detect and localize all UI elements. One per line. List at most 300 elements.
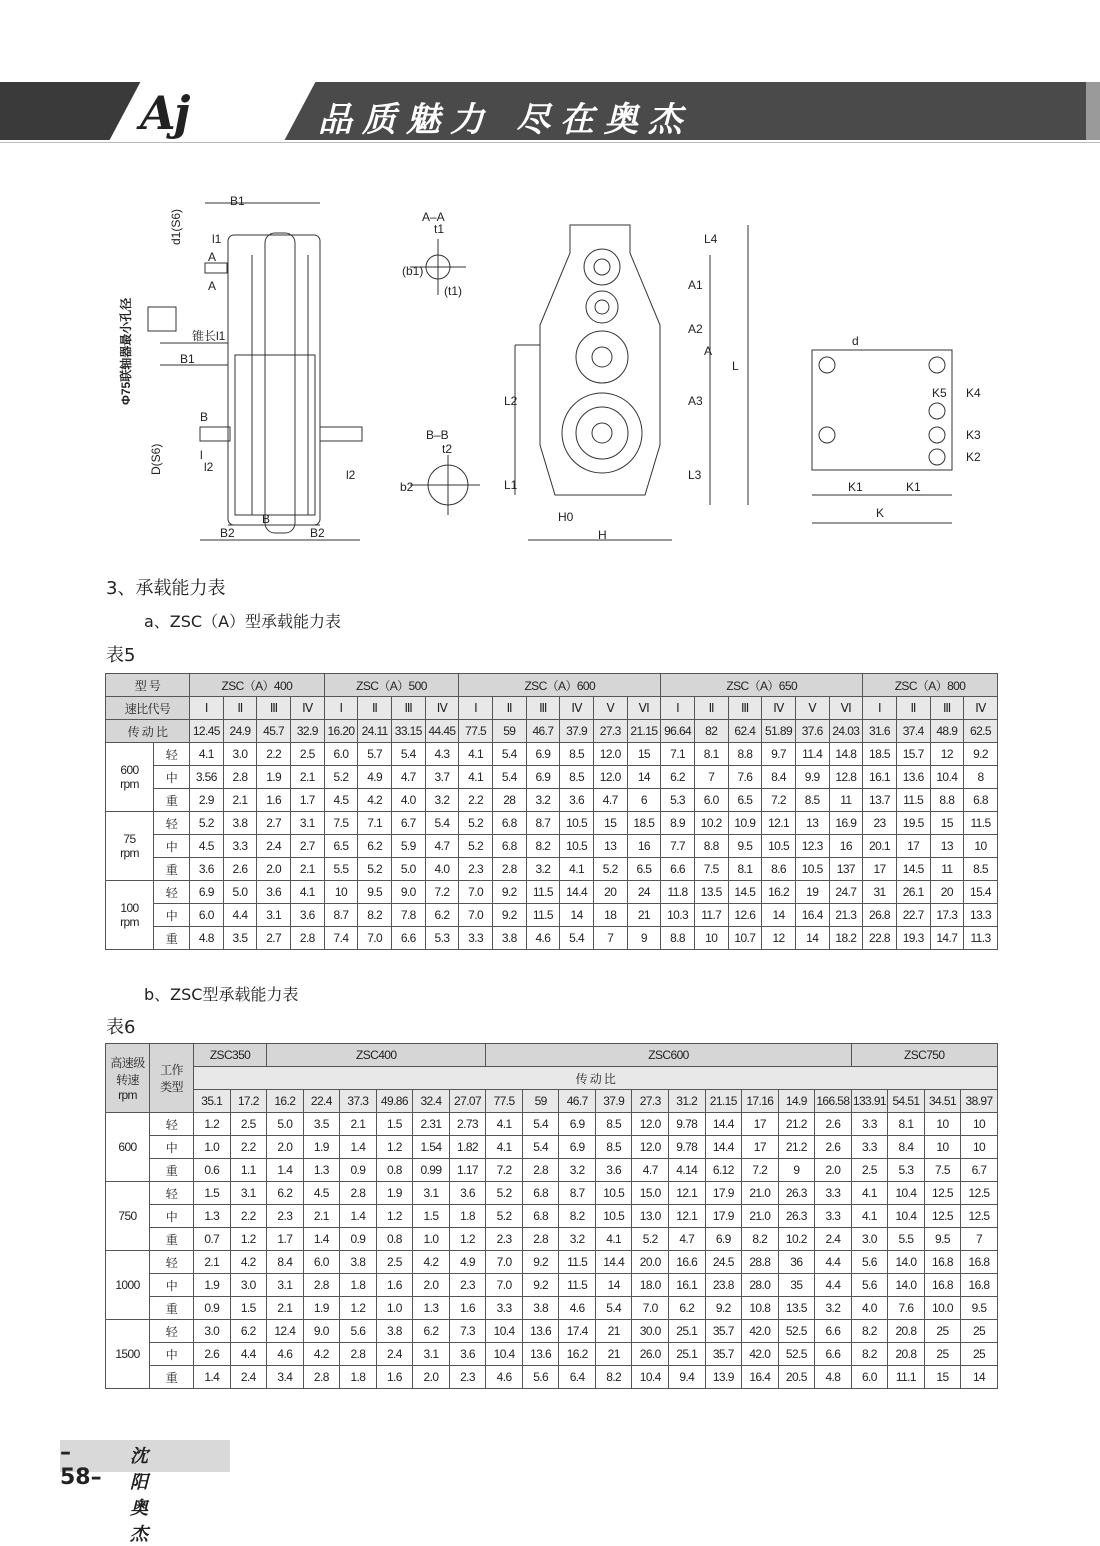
t6-value-cell: 0.9	[194, 1297, 231, 1320]
t6-value-cell: 2.4	[376, 1343, 413, 1366]
t5-ratio-cell: 24.9	[223, 720, 257, 743]
t6-value-cell: 1.9	[303, 1297, 340, 1320]
t5-code-cell: Ⅱ	[896, 697, 930, 720]
t5-value-cell: 8.8	[728, 743, 762, 766]
t5-value-cell: 2.5	[290, 743, 324, 766]
t6-value-cell: 7.0	[632, 1297, 669, 1320]
t6-value-cell: 13.6	[522, 1343, 559, 1366]
t6-value-cell: 13.9	[705, 1366, 742, 1389]
svg-text:B2: B2	[310, 526, 325, 540]
t5-value-cell: 8.4	[762, 766, 796, 789]
t6-ratio-cell: 16.2	[267, 1090, 304, 1113]
footer-company-name: 沈阳奥杰	[130, 1446, 148, 1545]
t5-value-cell: 14.7	[930, 927, 964, 950]
t5-value-cell: 6.0	[324, 743, 358, 766]
t6-value-cell: 35	[778, 1274, 815, 1297]
t5-value-cell: 14	[560, 904, 594, 927]
t5-code-label: 速比代号	[106, 697, 190, 720]
t6-value-cell: 2.3	[449, 1366, 486, 1389]
t6-ratio-cell: 37.9	[595, 1090, 632, 1113]
t6-value-cell: 42.0	[742, 1320, 779, 1343]
t6-value-cell: 4.2	[230, 1251, 267, 1274]
section-title: 3、承载能力表	[106, 578, 226, 599]
t6-value-cell: 25	[961, 1320, 998, 1343]
t6-value-cell: 4.6	[486, 1366, 523, 1389]
t6-model-header: ZSC600	[486, 1044, 851, 1067]
t6-value-cell: 1.1	[230, 1159, 267, 1182]
t6-value-cell: 7.5	[924, 1159, 961, 1182]
t6-value-cell: 26.0	[632, 1343, 669, 1366]
t6-value-cell: 4.4	[230, 1343, 267, 1366]
svg-text:B: B	[200, 410, 209, 424]
t6-value-cell: 1.5	[413, 1205, 450, 1228]
t6-value-cell: 9.0	[303, 1320, 340, 1343]
table-row	[106, 766, 998, 789]
t6-value-cell: 5.6	[851, 1251, 888, 1274]
t6-value-cell: 25.1	[669, 1343, 706, 1366]
t5-value-cell: 11.5	[896, 789, 930, 812]
t6-value-cell: 6.2	[669, 1297, 706, 1320]
t6-value-cell: 3.4	[267, 1366, 304, 1389]
t6-value-cell: 21.0	[742, 1205, 779, 1228]
t6-load-cell: 中	[150, 1136, 194, 1159]
table-row	[106, 1297, 998, 1320]
t5-value-cell: 16	[627, 835, 661, 858]
t6-value-cell: 1.4	[194, 1366, 231, 1389]
t5-ratio-cell: 59	[492, 720, 526, 743]
t6-value-cell: 12.0	[632, 1136, 669, 1159]
t5-value-cell: 6.0	[190, 904, 224, 927]
t6-value-cell: 0.7	[194, 1228, 231, 1251]
t5-ratio-cell: 62.4	[728, 720, 762, 743]
t5-value-cell: 3.1	[257, 904, 291, 927]
t6-value-cell: 16.8	[961, 1274, 998, 1297]
svg-text:A2: A2	[688, 322, 703, 336]
t6-value-cell: 4.1	[486, 1136, 523, 1159]
t5-value-cell: 6.6	[391, 927, 425, 950]
t5-value-cell: 13	[795, 812, 829, 835]
t6-value-cell: 21.2	[778, 1113, 815, 1136]
t5-value-cell: 4.5	[324, 789, 358, 812]
t6-value-cell: 17	[742, 1113, 779, 1136]
t5-code-row	[106, 697, 998, 720]
t5-value-cell: 8.7	[526, 812, 560, 835]
t6-value-cell: 10	[924, 1113, 961, 1136]
t5-value-cell: 5.2	[459, 812, 493, 835]
t5-value-cell: 7.1	[358, 812, 392, 835]
t5-value-cell: 13.3	[964, 904, 998, 927]
t5-value-cell: 13.5	[694, 881, 728, 904]
t5-value-cell: 14.4	[560, 881, 594, 904]
t6-value-cell: 0.6	[194, 1159, 231, 1182]
t5-value-cell: 10.9	[728, 812, 762, 835]
t5-value-cell: 7.0	[459, 904, 493, 927]
t5-speed-cell: 100 rpm	[106, 881, 154, 950]
t6-value-cell: 8.2	[595, 1366, 632, 1389]
t5-value-cell: 5.5	[324, 858, 358, 881]
capacity-table-5	[105, 673, 998, 950]
t5-load-cell: 中	[154, 766, 190, 789]
t6-value-cell: 12.5	[961, 1182, 998, 1205]
header-right-strip	[1086, 82, 1100, 140]
t6-value-cell: 9.2	[705, 1297, 742, 1320]
t6-value-cell: 11.5	[559, 1251, 596, 1274]
t5-value-cell: 4.1	[459, 766, 493, 789]
t6-value-cell: 8.2	[559, 1205, 596, 1228]
t5-value-cell: 4.1	[290, 881, 324, 904]
svg-text:D(S6): D(S6)	[149, 443, 163, 475]
svg-text:K1: K1	[906, 480, 921, 494]
t5-value-cell: 14.5	[896, 858, 930, 881]
table-row	[106, 1251, 998, 1274]
t5-value-cell: 8.8	[930, 789, 964, 812]
t6-value-cell: 9.2	[522, 1274, 559, 1297]
t6-load-cell: 重	[150, 1297, 194, 1320]
t5-value-cell: 7.0	[459, 881, 493, 904]
t6-value-cell: 21.0	[742, 1182, 779, 1205]
t6-value-cell: 10.4	[632, 1366, 669, 1389]
t5-value-cell: 2.1	[290, 766, 324, 789]
t5-value-cell: 11.7	[694, 904, 728, 927]
t6-value-cell: 20.8	[888, 1343, 925, 1366]
t6-value-cell: 16.6	[669, 1251, 706, 1274]
t5-value-cell: 2.7	[290, 835, 324, 858]
svg-text:L4: L4	[704, 232, 718, 246]
t5-code-cell: Ⅱ	[358, 697, 392, 720]
t5-value-cell: 10.5	[560, 812, 594, 835]
t5-value-cell: 10.7	[728, 927, 762, 950]
t5-value-cell: 7	[593, 927, 627, 950]
t6-ratio-cell: 77.5	[486, 1090, 523, 1113]
t6-ratio-cell: 35.1	[194, 1090, 231, 1113]
t6-value-cell: 10.4	[888, 1182, 925, 1205]
t6-value-cell: 18.0	[632, 1274, 669, 1297]
t5-ratio-cell: 96.64	[661, 720, 695, 743]
t6-value-cell: 4.6	[267, 1343, 304, 1366]
t6-value-cell: 8.4	[267, 1251, 304, 1274]
t6-value-cell: 6.8	[522, 1205, 559, 1228]
t6-value-cell: 4.7	[669, 1228, 706, 1251]
t5-value-cell: 2.8	[290, 927, 324, 950]
t5-code-cell: Ⅴ	[795, 697, 829, 720]
t6-value-cell: 3.8	[340, 1251, 377, 1274]
t6-value-cell: 6.2	[230, 1320, 267, 1343]
t5-value-cell: 13	[593, 835, 627, 858]
t5-value-cell: 4.0	[391, 789, 425, 812]
svg-text:A3: A3	[688, 394, 703, 408]
t6-value-cell: 3.2	[815, 1297, 852, 1320]
t5-value-cell: 5.7	[358, 743, 392, 766]
t5-value-cell: 9.0	[391, 881, 425, 904]
t6-value-cell: 9.78	[669, 1113, 706, 1136]
t6-value-cell: 9.2	[522, 1251, 559, 1274]
t6-value-cell: 9.5	[924, 1228, 961, 1251]
t5-ratio-cell: 82	[694, 720, 728, 743]
t5-value-cell: 16.2	[762, 881, 796, 904]
t5-value-cell: 22.8	[863, 927, 897, 950]
t5-value-cell: 1.6	[257, 789, 291, 812]
t6-model-header: ZSC400	[267, 1044, 486, 1067]
t5-ratio-cell: 27.3	[593, 720, 627, 743]
svg-text:l2: l2	[204, 460, 214, 474]
t6-value-cell: 7.2	[486, 1159, 523, 1182]
t5-value-cell: 4.1	[560, 858, 594, 881]
svg-text:H0: H0	[558, 510, 574, 524]
t6-value-cell: 10	[961, 1113, 998, 1136]
t5-value-cell: 19.5	[896, 812, 930, 835]
t6-value-cell: 2.31	[413, 1113, 450, 1136]
t6-value-cell: 1.54	[413, 1136, 450, 1159]
t6-value-cell: 21	[595, 1343, 632, 1366]
t5-value-cell: 137	[829, 858, 863, 881]
t6-speed-cell: 750	[106, 1182, 150, 1251]
t5-value-cell: 12	[930, 743, 964, 766]
t5-value-cell: 4.2	[358, 789, 392, 812]
t6-ratio-cell: 27.07	[449, 1090, 486, 1113]
t6-ratio-label-row	[106, 1067, 998, 1090]
t6-value-cell: 10.4	[486, 1343, 523, 1366]
svg-text:A: A	[208, 250, 217, 264]
t5-value-cell: 11.4	[795, 743, 829, 766]
t5-value-cell: 11.5	[526, 881, 560, 904]
t5-value-cell: 10.4	[930, 766, 964, 789]
t6-value-cell: 10	[924, 1136, 961, 1159]
t5-value-cell: 10.5	[795, 858, 829, 881]
svg-text:t2: t2	[442, 442, 453, 456]
t6-value-cell: 2.8	[522, 1159, 559, 1182]
t6-value-cell: 2.0	[413, 1274, 450, 1297]
t6-value-cell: 5.6	[522, 1366, 559, 1389]
t5-value-cell: 8.5	[964, 858, 998, 881]
t5-value-cell: 2.0	[257, 858, 291, 881]
t5-value-cell: 9.2	[492, 881, 526, 904]
t5-value-cell: 28	[492, 789, 526, 812]
t6-value-cell: 17.9	[705, 1182, 742, 1205]
t6-ratio-cell: 17.16	[742, 1090, 779, 1113]
t5-load-cell: 中	[154, 835, 190, 858]
t5-value-cell: 11.5	[526, 904, 560, 927]
t6-value-cell: 3.8	[376, 1320, 413, 1343]
t6-value-cell: 10.8	[742, 1297, 779, 1320]
t6-value-cell: 9.4	[669, 1366, 706, 1389]
t6-value-cell: 6.4	[559, 1366, 596, 1389]
svg-text:K2: K2	[966, 450, 981, 464]
t6-value-cell: 1.6	[376, 1274, 413, 1297]
t6-value-cell: 13.5	[778, 1297, 815, 1320]
t6-value-cell: 26.3	[778, 1182, 815, 1205]
t5-value-cell: 2.7	[257, 812, 291, 835]
t6-speed-cell: 1000	[106, 1251, 150, 1320]
t5-value-cell: 3.3	[459, 927, 493, 950]
t6-value-cell: 15	[924, 1366, 961, 1389]
t6-value-cell: 52.5	[778, 1343, 815, 1366]
t6-value-cell: 3.5	[303, 1113, 340, 1136]
t6-value-cell: 3.0	[230, 1274, 267, 1297]
page-number: –58–	[60, 1440, 102, 1490]
t5-value-cell: 12.8	[829, 766, 863, 789]
t5-value-cell: 5.2	[358, 858, 392, 881]
t6-value-cell: 12.5	[961, 1205, 998, 1228]
t6-value-cell: 8.7	[559, 1182, 596, 1205]
t6-value-cell: 10.4	[486, 1320, 523, 1343]
t5-code-cell: Ⅰ	[324, 697, 358, 720]
table-row	[106, 1182, 998, 1205]
t6-value-cell: 10.0	[924, 1297, 961, 1320]
t5-code-cell: Ⅱ	[694, 697, 728, 720]
t5-value-cell: 3.8	[492, 927, 526, 950]
t6-value-cell: 1.5	[230, 1297, 267, 1320]
t5-value-cell: 2.1	[290, 858, 324, 881]
t5-value-cell: 13.6	[896, 766, 930, 789]
t5-value-cell: 19	[795, 881, 829, 904]
t5-value-cell: 5.2	[324, 766, 358, 789]
section-bb	[410, 455, 480, 515]
t5-ratio-cell: 37.9	[560, 720, 594, 743]
t6-value-cell: 7.0	[486, 1251, 523, 1274]
svg-text:L2: L2	[504, 394, 518, 408]
t6-value-cell: 1.3	[413, 1297, 450, 1320]
t5-model-header: ZSC（A）500	[324, 674, 459, 697]
t6-value-cell: 8.1	[888, 1113, 925, 1136]
t6-value-cell: 15.0	[632, 1182, 669, 1205]
t6-value-cell: 24.5	[705, 1251, 742, 1274]
t5-value-cell: 11.3	[964, 927, 998, 950]
t6-value-cell: 3.1	[413, 1343, 450, 1366]
t5-value-cell: 21.3	[829, 904, 863, 927]
t5-value-cell: 4.7	[391, 766, 425, 789]
t6-value-cell: 6.9	[559, 1136, 596, 1159]
t6-value-cell: 3.6	[449, 1182, 486, 1205]
t6-value-cell: 3.0	[194, 1320, 231, 1343]
t6-value-cell: 7.3	[449, 1320, 486, 1343]
t5-value-cell: 18.2	[829, 927, 863, 950]
t5-value-cell: 14	[762, 904, 796, 927]
t5-speed-cell: 75 rpm	[106, 812, 154, 881]
t6-load-cell: 轻	[150, 1182, 194, 1205]
t5-value-cell: 14.5	[728, 881, 762, 904]
t6-value-cell: 6.12	[705, 1159, 742, 1182]
t6-value-cell: 2.3	[267, 1205, 304, 1228]
t6-load-cell: 重	[150, 1159, 194, 1182]
t5-load-cell: 轻	[154, 881, 190, 904]
svg-text:(b1): (b1)	[402, 264, 424, 278]
t6-value-cell: 4.14	[669, 1159, 706, 1182]
t5-value-cell: 6.5	[627, 858, 661, 881]
t6-ratio-label: 传 动 比	[194, 1067, 998, 1090]
t6-value-cell: 1.6	[376, 1366, 413, 1389]
t5-value-cell: 3.6	[290, 904, 324, 927]
t6-ratio-cell: 27.3	[632, 1090, 669, 1113]
t5-value-cell: 8.5	[560, 766, 594, 789]
t6-value-cell: 1.5	[376, 1113, 413, 1136]
t5-value-cell: 5.4	[492, 743, 526, 766]
svg-text:A: A	[208, 279, 217, 293]
t5-value-cell: 8.6	[762, 858, 796, 881]
t6-value-cell: 2.5	[376, 1251, 413, 1274]
svg-text:B1: B1	[180, 352, 195, 366]
svg-text:B–B: B–B	[426, 428, 449, 442]
t5-value-cell: 2.1	[223, 789, 257, 812]
t5-value-cell: 7.2	[762, 789, 796, 812]
t6-value-cell: 10.5	[595, 1182, 632, 1205]
t5-value-cell: 3.2	[425, 789, 459, 812]
front-view	[515, 225, 748, 540]
t6-value-cell: 2.4	[815, 1228, 852, 1251]
t6-value-cell: 6.2	[413, 1320, 450, 1343]
t6-value-cell: 4.1	[486, 1113, 523, 1136]
t6-value-cell: 1.2	[449, 1228, 486, 1251]
svg-text:l1: l1	[212, 232, 222, 246]
t5-load-cell: 重	[154, 789, 190, 812]
t6-value-cell: 1.4	[267, 1159, 304, 1182]
t6-value-cell: 5.2	[632, 1228, 669, 1251]
svg-text:L3: L3	[688, 468, 702, 482]
t6-speed-cell: 1500	[106, 1320, 150, 1389]
t5-value-cell: 2.2	[257, 743, 291, 766]
t5-load-cell: 中	[154, 904, 190, 927]
t5-value-cell: 8.9	[661, 812, 695, 835]
t5-value-cell: 12.3	[795, 835, 829, 858]
t5-value-cell: 2.8	[223, 766, 257, 789]
t5-value-cell: 18	[593, 904, 627, 927]
t6-value-cell: 25.1	[669, 1320, 706, 1343]
t6-value-cell: 1.0	[376, 1297, 413, 1320]
t6-value-cell: 42.0	[742, 1343, 779, 1366]
t5-value-cell: 6.9	[526, 766, 560, 789]
t5-value-cell: 23	[863, 812, 897, 835]
svg-text:d: d	[852, 334, 859, 348]
t5-load-cell: 轻	[154, 812, 190, 835]
t6-ratio-cell: 17.2	[230, 1090, 267, 1113]
table-row	[106, 1136, 998, 1159]
t6-ratio-cell: 14.9	[778, 1090, 815, 1113]
t5-value-cell: 5.0	[223, 881, 257, 904]
t5-value-cell: 5.9	[391, 835, 425, 858]
t5-value-cell: 3.7	[425, 766, 459, 789]
t5-ratio-cell: 32.9	[290, 720, 324, 743]
svg-text:A–A: A–A	[422, 210, 445, 224]
t5-value-cell: 8	[964, 766, 998, 789]
t6-value-cell: 1.2	[194, 1113, 231, 1136]
t5-ratio-cell: 21.15	[627, 720, 661, 743]
t6-value-cell: 6.6	[815, 1343, 852, 1366]
t6-load-cell: 轻	[150, 1113, 194, 1136]
table5-label: 表5	[106, 645, 136, 666]
t6-value-cell: 3.3	[486, 1297, 523, 1320]
t5-code-cell: Ⅰ	[863, 697, 897, 720]
t6-value-cell: 26.3	[778, 1205, 815, 1228]
t5-value-cell: 6.8	[964, 789, 998, 812]
table-row	[106, 1343, 998, 1366]
t5-value-cell: 10.5	[560, 835, 594, 858]
t5-value-cell: 6.7	[391, 812, 425, 835]
technical-drawing	[100, 195, 1000, 555]
svg-text:B: B	[262, 512, 271, 526]
t5-value-cell: 16	[829, 835, 863, 858]
table-row	[106, 789, 998, 812]
t6-value-cell: 12.5	[924, 1182, 961, 1205]
t6-value-cell: 2.6	[815, 1136, 852, 1159]
t6-value-cell: 2.3	[449, 1274, 486, 1297]
t5-value-cell: 24	[627, 881, 661, 904]
t6-value-cell: 3.3	[815, 1182, 852, 1205]
t6-value-cell: 6.6	[815, 1320, 852, 1343]
t6-value-cell: 17	[742, 1136, 779, 1159]
company-logo: Aj	[140, 86, 189, 140]
t6-value-cell: 7.2	[742, 1159, 779, 1182]
t5-value-cell: 14	[795, 927, 829, 950]
t5-value-cell: 7	[694, 766, 728, 789]
